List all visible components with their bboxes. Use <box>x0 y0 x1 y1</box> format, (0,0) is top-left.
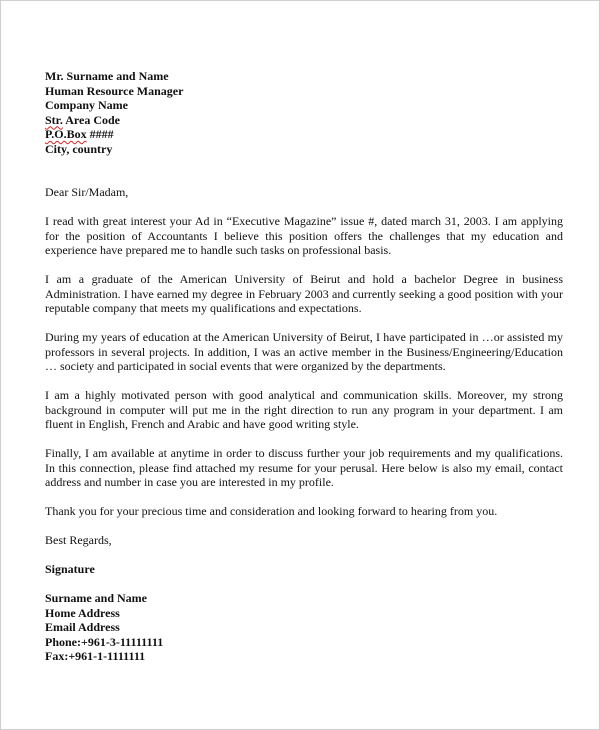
sender-phone: Phone:+961-3-11111111 <box>45 634 164 649</box>
recipient-title: Human Resource Manager <box>45 83 184 98</box>
sender-name: Surname and Name <box>45 591 148 605</box>
salutation: Dear Sir/Madam, <box>45 185 129 199</box>
spacer <box>45 316 563 331</box>
spacer <box>45 374 563 389</box>
spacer <box>45 519 563 534</box>
paragraph-application: I read with great interest your Ad in “Executive Magazine” issue #, dated march 31, 2003. I am applying for the position of Accountants I believe this position offers the challenges that my education and experience have prepared me to handle such tasks on professional basis. <box>45 214 563 257</box>
spacer <box>45 490 563 505</box>
letter-body <box>45 69 563 664</box>
recipient-city: City, country <box>45 141 113 156</box>
spacer <box>45 171 563 186</box>
paragraph-thanks: Thank you for your precious time and consideration and looking forward to hearing from you. <box>45 504 498 518</box>
spacer <box>45 548 563 563</box>
spacer <box>45 577 563 592</box>
recipient-street: Str. Area Code <box>45 112 121 127</box>
paragraph-skills: I am a highly motivated person with good analytical and communication skills. Moreover, my strong background in computer will put me in the right direction to run any program in your department. I am fluent in English, French and Arabic and have good writing style. <box>45 388 563 431</box>
sender-home-address: Home Address <box>45 605 120 620</box>
spacer <box>45 200 563 215</box>
recipient-address-block <box>45 69 563 156</box>
signature-label: Signature <box>45 562 95 576</box>
sender-fax: Fax:+961-1-1111111 <box>45 649 146 663</box>
spacer <box>45 258 563 273</box>
spellcheck-flagged-word[interactable]: Str. <box>45 112 63 127</box>
recipient-name: Mr. Surname and Name <box>45 69 169 83</box>
paragraph-education: I am a graduate of the American University of Beirut and hold a bachelor Degree in business Administration. I have earned my degree in February 2003 and currently seeking a good position with your reputable company that meets my qualifications and expectations. <box>45 272 563 315</box>
recipient-company: Company Name <box>45 98 128 112</box>
paragraph-availability: Finally, I am available at anytime in order to discuss further your job requirements and my qualifications. In this connection, please find attached my resume for your perusal. Here below is also my email, contact address and number in case you are interested in my profile. <box>45 446 563 489</box>
recipient-pobox: P.O.Box #### <box>45 127 114 141</box>
spacer <box>45 432 563 447</box>
spacer <box>45 156 563 171</box>
spellcheck-flagged-word[interactable]: P.O.Box <box>45 127 87 141</box>
paragraph-activities: During my years of education at the American University of Beirut, I have participated in …or assisted my professors in several projects. In addition, I was an active member in the Business/Engineering/Education … society and participated in social events that were organized by the departments. <box>45 330 563 373</box>
closing: Best Regards, <box>45 533 112 547</box>
sender-contact-block <box>45 591 563 664</box>
sender-email-address: Email Address <box>45 620 120 634</box>
